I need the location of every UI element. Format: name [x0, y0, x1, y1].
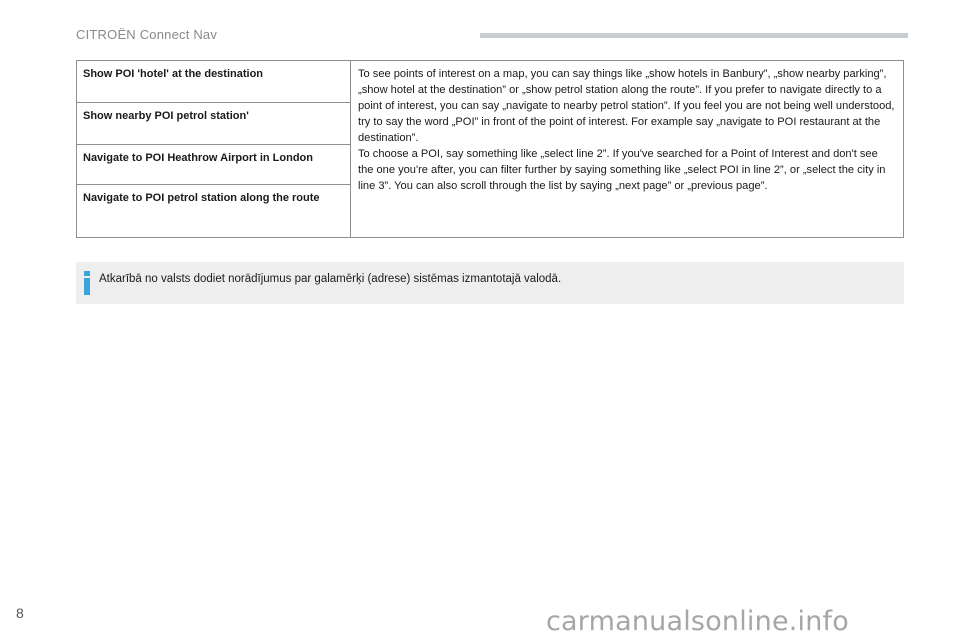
help-paragraph: To choose a POI, say something like „select line 2”. If you've searched for a Point of Interest and don't see the one you're after, you can filter further by saying something like „select POI in line 2”, or „select the city in line 3”. You can also scroll through the list by saying „next page” or „previous page”. — [358, 148, 886, 192]
info-note-text: Atkarībā no valsts dodiet norādījumus par galamērķi (adrese) sistēmas izmantotajā valodā. — [99, 273, 562, 285]
voice-command-table — [76, 60, 904, 238]
command-list — [77, 61, 351, 237]
command-item: Show POI 'hotel' at the destination — [83, 68, 264, 80]
command-item: Show nearby POI petrol station' — [77, 102, 350, 144]
info-note — [76, 262, 904, 304]
page-header-title: CITROËN Connect Nav — [76, 27, 218, 42]
info-icon — [84, 271, 90, 295]
watermark: carmanualsonline.info — [546, 606, 849, 637]
header-divider-bar — [480, 33, 908, 38]
command-item: Navigate to POI Heathrow Airport in London — [77, 144, 350, 184]
help-paragraph: To see points of interest on a map, you can say things like „show hotels in Banbury”, „show nearby parking”, „show hotel at the destination” or „show petrol station along the route”. If you prefer to navigate directly to a point of interest, you can say „navigate to nearby petrol station”. If you feel you are not being well understood, try to say the word „POI” in front of the point of interest. For example say „navigate to POI restaurant at the destination”. — [358, 68, 895, 144]
page-number: 8 — [16, 605, 24, 621]
command-item: Navigate to POI petrol station along the route — [77, 184, 350, 237]
command-help-text — [351, 61, 903, 237]
